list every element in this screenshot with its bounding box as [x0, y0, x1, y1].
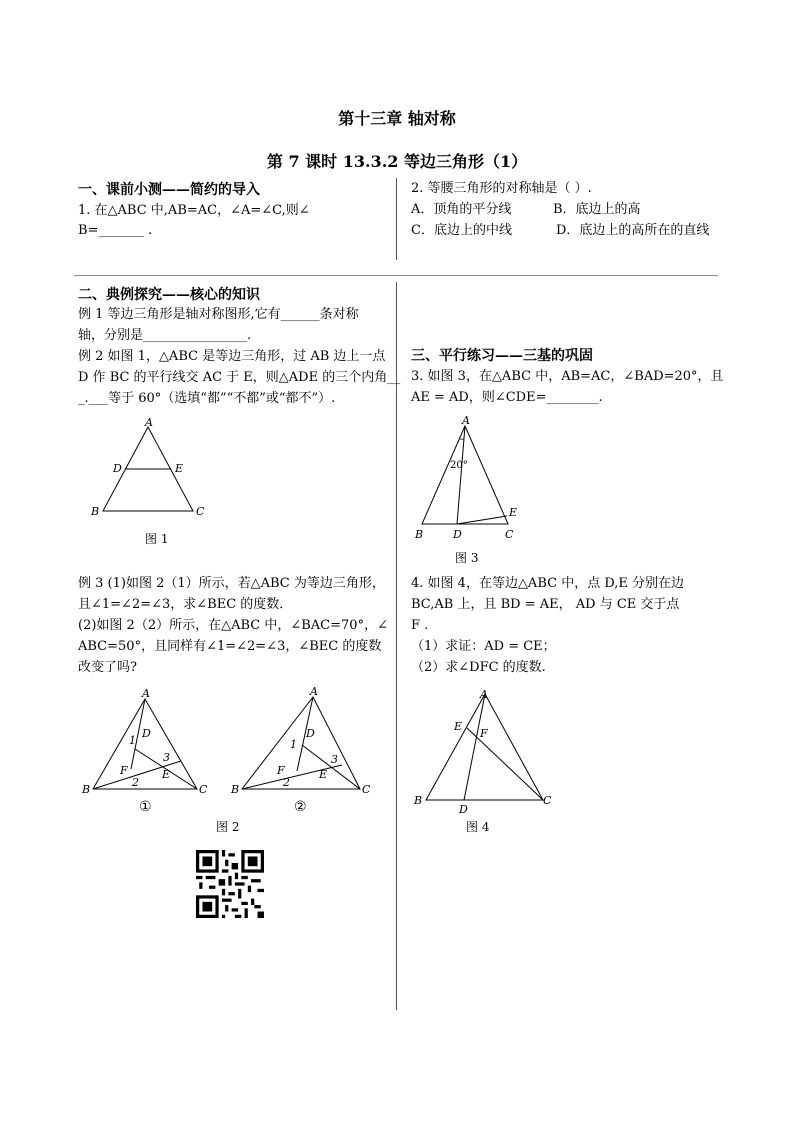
- fig2-sub1-label: ①: [139, 799, 152, 815]
- q2-option-a: A．顶角的平分线: [411, 202, 512, 217]
- fig4-label-b: B: [414, 794, 423, 807]
- fig2b-angle-2: 2: [283, 776, 290, 789]
- ex2-line2: D 作 BC 的平行线交 AC 于 E，则△ADE 的三个内角__: [78, 370, 401, 385]
- ex3-line3: (2)如图 2（2）所示，在△ABC 中，∠BAC=70°，∠: [78, 618, 388, 633]
- fig4-label-c: C: [543, 794, 552, 807]
- fig2a-label-b: B: [82, 783, 91, 796]
- fig2b-label-a: A: [310, 685, 318, 698]
- fig4-label-e: E: [454, 720, 463, 733]
- fig3-label-e: E: [509, 506, 518, 519]
- fig2a-label-f: F: [120, 764, 128, 777]
- figure-3-caption: 图 3: [455, 551, 479, 565]
- fig4-label-f: F: [480, 727, 488, 740]
- figure-2-part-1: [81, 687, 208, 796]
- label-b: B: [91, 505, 100, 518]
- label-d: D: [113, 462, 122, 475]
- figure-2-part-2: [230, 685, 371, 796]
- label-a: A: [145, 416, 153, 429]
- fig2a-angle-3: 3: [163, 751, 170, 764]
- fig3-label-d: D: [453, 528, 462, 541]
- figure-2: [80, 685, 380, 815]
- q3-line2: AE = AD，则∠CDE=________.: [411, 390, 603, 405]
- figure-3: [410, 412, 540, 542]
- section1-heading: 一、课前小测——简约的导入: [78, 182, 260, 198]
- label-c: C: [196, 505, 205, 518]
- fig3-label-c: C: [505, 528, 514, 541]
- qr-code: [196, 850, 264, 918]
- ex1-line1: 例 1 等边三角形是轴对称图形,它有______条对称: [78, 307, 359, 322]
- q4-line1: 4. 如图 4，在等边△ABC 中，点 D,E 分别在边: [411, 576, 685, 591]
- fig2b-label-f: F: [277, 764, 285, 777]
- q4-line4: （1）求证：AD = CE；: [411, 639, 556, 654]
- fig2b-label-c: C: [362, 783, 371, 796]
- chapter-title: 第十三章 轴对称: [338, 109, 456, 128]
- q4-line5: （2）求∠DFC 的度数.: [411, 660, 546, 675]
- q4-line2: BC,AB 上，且 BD = AE， AD 与 CE 交于点: [411, 597, 680, 612]
- column-divider-main: [396, 282, 397, 1010]
- fig3-label-b: B: [415, 528, 424, 541]
- fig4-label-a: A: [480, 688, 488, 701]
- fig2b-angle-1: 1: [290, 738, 297, 751]
- ex3-line2: 且∠1=∠2=∠3，求∠BEC 的度数．: [78, 597, 293, 612]
- fig2a-label-a: A: [142, 687, 150, 700]
- ex3-line5: 改变了吗?: [78, 660, 137, 675]
- ex3-line1: 例 3 (1)如图 2（1）所示，若△ABC 为等边三角形，: [78, 576, 385, 591]
- figure-1: [85, 415, 215, 525]
- q1-line2: B=_______ .: [78, 223, 153, 238]
- section2-heading: 二、典例探究——核心的知识: [78, 287, 260, 303]
- section3-heading: 三、平行练习——三基的巩固: [411, 348, 593, 364]
- figure-4: [408, 685, 568, 815]
- figure-2-caption: 图 2: [216, 820, 240, 834]
- fig2a-angle-2: 2: [132, 776, 139, 789]
- label-e: E: [175, 462, 184, 475]
- ex2-line3: _.___等于 60°（选填“都”“不都”或“都不”）.: [78, 391, 336, 406]
- ex1-line2: 轴，分别是________________.: [78, 328, 252, 343]
- triangle-abc-fig4: [426, 694, 543, 800]
- ex3-line4: ABC=50°，且同样有∠1=∠2=∠3，∠BEC 的度数: [78, 639, 382, 654]
- q3-line1: 3. 如图 3，在△ABC 中，AB=AC，∠BAD=20°，且: [411, 369, 724, 384]
- ex2-line1: 例 2 如图 1，△ABC 是等边三角形，过 AB 边上一点: [78, 349, 386, 364]
- fig3-label-a: A: [462, 414, 470, 427]
- column-divider-top: [396, 178, 397, 260]
- q2-line1: 2. 等腰三角形的对称轴是（ ）.: [411, 181, 592, 196]
- fig2a-label-e: E: [162, 768, 171, 781]
- fig2-sub2-label: ②: [294, 799, 307, 815]
- fig2b-angle-3: 3: [331, 753, 338, 766]
- figure-4-caption: 图 4: [466, 820, 490, 834]
- q2-option-d: D．底边上的高所在的直线: [556, 223, 710, 238]
- fig2b-label-e: E: [319, 768, 328, 781]
- fig2a-label-d: D: [142, 727, 151, 740]
- q4-line3: F .: [411, 618, 429, 633]
- fig2b-label-d: D: [306, 727, 315, 740]
- section-separator: [74, 275, 718, 276]
- fig2a-angle-1: 1: [129, 734, 136, 747]
- fig2a-label-c: C: [199, 783, 208, 796]
- q2-option-c: C．底边上的中线: [411, 223, 512, 238]
- fig2b-label-b: B: [231, 783, 240, 796]
- lesson-title: 第 7 课时 13.3.2 等边三角形（1）: [266, 152, 528, 171]
- fig4-label-d: D: [459, 803, 468, 815]
- fig3-angle-label: 20°: [450, 460, 468, 471]
- q2-option-b: B．底边上的高: [553, 202, 641, 217]
- triangle-abc-fig3: [422, 426, 508, 524]
- q1-line1: 1. 在△ABC 中,AB=AC，∠A=∠C,则∠: [78, 203, 310, 218]
- figure-1-caption: 图 1: [145, 532, 169, 546]
